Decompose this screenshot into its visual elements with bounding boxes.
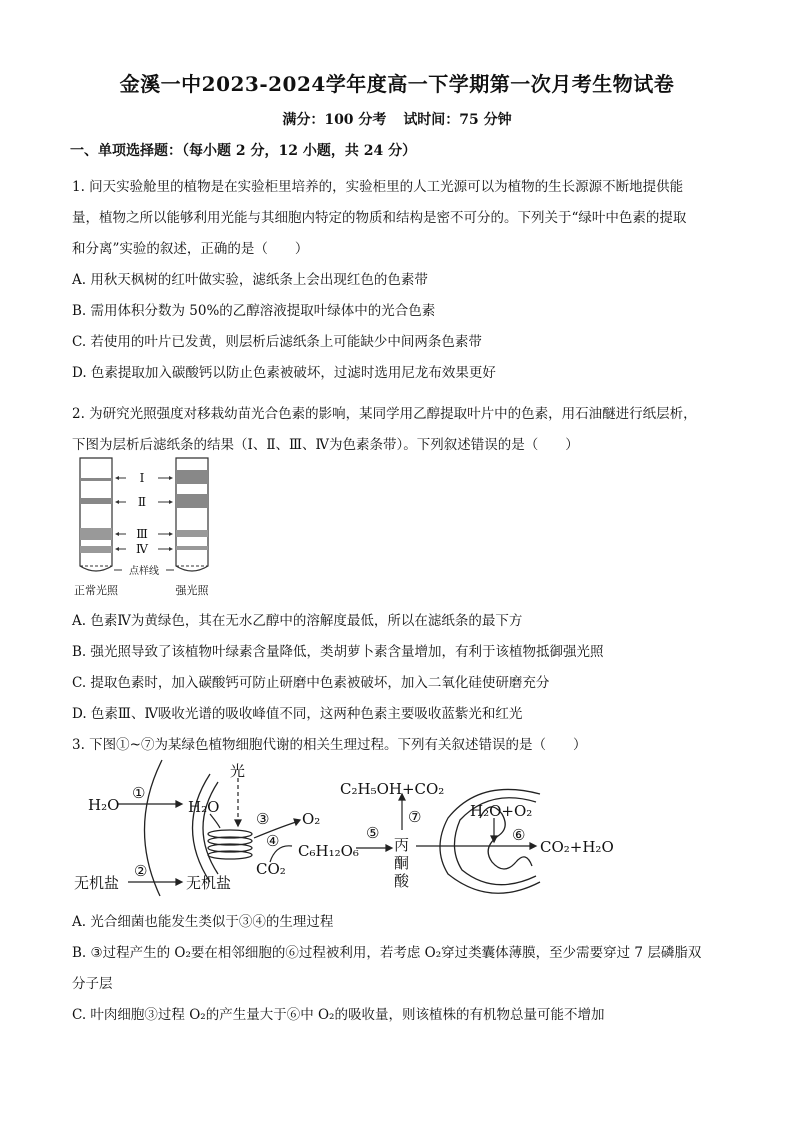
band-label-4: Ⅳ [136,542,148,556]
q1-stem-line2: 量，植物之所以能够利用光能与其细胞内特定的物质和结构是密不可分的。下列关于“绿叶中色素的提取 [72,210,687,226]
salt-inside: 无机盐 [186,874,232,892]
q1-option-b: B. 需用体积分数为 50%的乙醇溶液提取叶绿体中的光合色素 [72,303,436,319]
ethanol-label: C₂H₅OH+CO₂ [340,780,445,798]
full-score: 满分：100 分考 [282,112,387,128]
q2-option-a: A. 色素Ⅳ为黄绿色，其在无水乙醇中的溶解度最低，所以在滤纸条的最下方 [72,613,523,629]
q2-option-d: D. 色素Ⅲ、Ⅳ吸收光谱的吸收峰值不同，这两种色素主要吸收蓝紫光和红光 [72,706,523,722]
page-title: 金溪一中2023-2024学年度高一下学期第一次月考生物试卷 [119,72,675,96]
pyruvate-2: 酮 [394,854,410,872]
chromatography-figure [70,456,260,598]
step-5: ⑤ [366,824,380,842]
exam-info [0,109,794,129]
step-7: ⑦ [408,808,422,826]
q1-stem-line1: 1. 问天实验舱里的植物是在实验柜里培养的，实验柜里的人工光源可以为植物的生长源源不断地提供能 [72,179,684,195]
step-1: ① [132,784,146,802]
q3-option-c: C. 叶肉细胞③过程 O₂的产生量大于⑥中 O₂的吸收量，则该植株的有机物总量可能不增加 [72,1007,605,1023]
q1-option-c: C. 若使用的叶片已发黄，则层析后滤纸条上可能缺少中间两条色素带 [72,334,482,350]
step-3: ③ [256,810,270,828]
strong-light-caption: 强光照 [175,584,209,597]
q3-option-a: A. 光合细菌也能发生类似于③④的生理过程 [72,914,334,930]
pyruvate-3: 酸 [394,872,410,890]
co2-h2o-label: CO₂+H₂O [540,838,614,856]
q2-option-c: C. 提取色素时，加入碳酸钙可防止研磨中色素被破坏，加入二氧化硅使研磨充分 [72,675,550,691]
band-label-3: Ⅲ [136,527,148,541]
q1-stem-line3: 和分离”实验的叙述，正确的是（ ） [72,241,309,257]
origin-line-label: 点样线 [129,566,159,577]
q1-option-a: A. 用秋天枫树的红叶做实验，滤纸条上会出现红色的色素带 [72,272,428,288]
q2-stem-line1: 2. 为研究光照强度对移栽幼苗光合色素的影响，某同学用乙醇提取叶片中的色素，用石油醚进行纸层析， [72,406,697,422]
q2-stem-line2: 下图为层析后滤纸条的结果（Ⅰ、Ⅱ、Ⅲ、Ⅳ为色素条带）。下列叙述错误的是（ ） [72,437,579,453]
q2-option-b: B. 强光照导致了该植物叶绿素含量降低，类胡萝卜素含量增加，有利于该植物抵御强光照 [72,644,604,660]
glucose-label: C₆H₁₂O₆ [298,842,359,860]
step-6: ⑥ [512,826,526,844]
q3-option-b: B. ③过程产生的 O₂要在相邻细胞的⑥过程被利用，若考虑 O₂穿过类囊体薄膜，至少需要穿过 7 层磷脂双 [72,945,702,961]
h2o-inside: H₂O [188,798,220,816]
normal-light-strip [80,458,112,571]
step-4: ④ [266,832,280,850]
salt-outside: 无机盐 [74,874,120,892]
normal-light-caption: 正常光照 [74,584,118,597]
step-2: ② [134,862,148,880]
exam-time: 试时间：75 分钟 [403,112,512,128]
q3-option-b-cont: 分子层 [72,976,113,992]
h2o-o2-label: H₂O+O₂ [470,802,533,820]
strong-light-strip [176,458,208,571]
light-label: 光 [230,762,246,780]
q3-stem-line1: 3. 下图①~⑦为某绿色植物细胞代谢的相关生理过程。下列有关叙述错误的是（ ） [72,737,587,753]
cell-metabolism-figure [70,758,630,898]
band-label-2: Ⅱ [137,495,147,509]
h2o-outside: H₂O [88,796,120,814]
band-label-1: Ⅰ [139,471,145,485]
q1-option-d: D. 色素提取加入碳酸钙以防止色素被破坏，过滤时选用尼龙布效果更好 [72,365,496,381]
co2-label: CO₂ [256,860,286,878]
o2-label: O₂ [302,810,321,828]
section-heading: 一、单项选择题：（每小题 2 分，12 小题，共 24 分） [70,143,417,159]
pyruvate-1: 丙 [394,836,410,854]
